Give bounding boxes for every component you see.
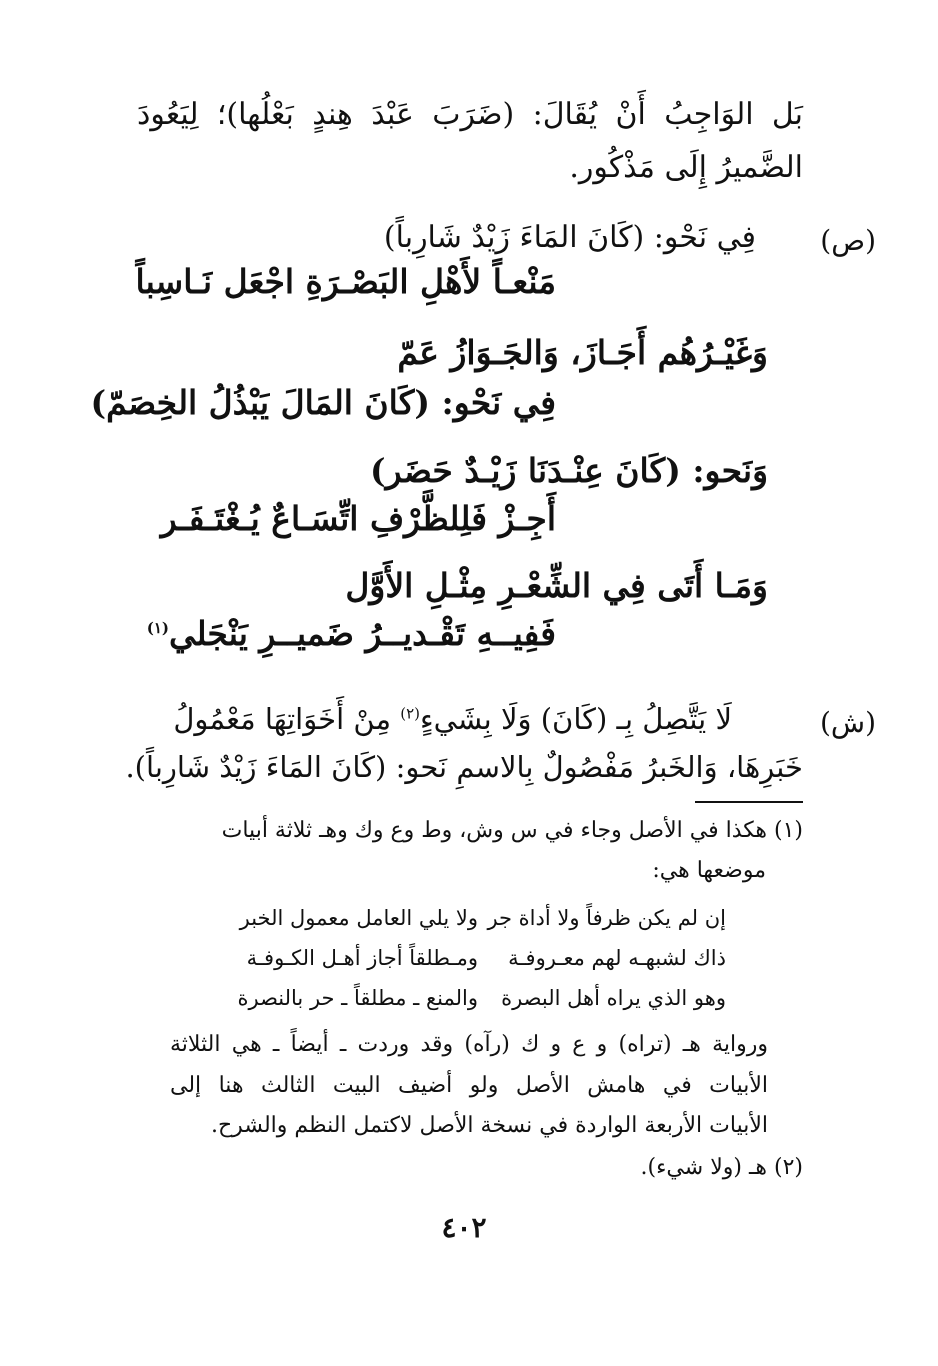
paragraph-line-1: بَل الوَاجِبُ أَنْ يُقَالَ: (ضَرَبَ عَبْدَ هِندٍ بَعْلُها)؛ لِيَعُودَ	[137, 97, 803, 132]
footnote-1-note-1: ورواية هـ (تراه) و ع و ك (رآه) وقد وردت ـ أيضاً ـ هي الثلاثة	[170, 1032, 768, 1057]
footnote-poem-left: ومـطلقاً أجاز أهـل الكـوفـة	[246, 946, 478, 970]
footnote-poem-left: ولا يلي العامل معمول الخبر	[239, 906, 478, 930]
verse-line: وَنَحو: (كَانَ عِنْـدَنَا زَيْـدٌ حَضَر)	[369, 451, 768, 490]
footnote-1-line-1: (١) هكذا في الأصل وجاء في س وش، وط وع وك وهـ ثلاثة أبيات	[221, 818, 803, 843]
verse-line: فِي نَحْو: (كَانَ المَالَ يَبْذُلُ الخِصَمّ)	[90, 383, 556, 422]
footnote-ref: (٢)	[400, 704, 420, 723]
sharh-line-2: خَبَرِهَا، وَالخَبرُ مَفْصُولٌ بِالاسمِ نَحو: (كَانَ المَاءَ زَيْدٌ شَارِباً).	[125, 750, 803, 784]
verse-line: أَجِـزْ فَلِلظَّرْفِ اتِّسَـاعٌ يُـغْتَـفَـر	[160, 499, 556, 538]
footnote-poem-right: وهو الذي يراه أهل البصرة	[501, 986, 726, 1010]
verse-line-last	[147, 614, 556, 653]
footnote-poem-left: والمنع ـ مطلقاً ـ حر بالنصرة	[237, 986, 478, 1010]
verse-line: مَنْعـاً لأَهْلِ البَصْـرَةِ اجْعَل نَـاسِباً	[135, 262, 556, 301]
sharh-text: لَا يَتَّصِلُ بِـ (كَانَ) وَلَا بِشَيءٍ	[420, 702, 732, 736]
matn-tag: (ص)	[820, 224, 876, 257]
paragraph-line-2: الضَّميرُ إِلَى مَذْكُور.	[569, 150, 803, 185]
footnote-1-note-3: الأبيات الأربعة الواردة في نسخة الأصل لاكتمل النظم والشرح.	[210, 1113, 768, 1138]
footnote-poem-right: ذاك لشبهـه لهم معـروفـة	[508, 946, 726, 970]
footnote-1-line-2: موضعها هي:	[652, 858, 766, 883]
verse-text: فَفِيــهِ تَقْـديــرُ ضَميــرِ يَنْجَلي	[169, 614, 556, 653]
footnote-ref: (١)	[146, 619, 169, 637]
verse-line: وَغَيْـرُهُم أَجَـازَ، وَالجَـوَازُ عَمّ	[397, 333, 768, 372]
page-number: ٤٠٢	[441, 1211, 487, 1244]
sharh-line-1	[173, 702, 732, 736]
footnote-2: (٢) هـ (ولا شيء).	[640, 1155, 803, 1180]
footnote-separator	[695, 801, 803, 803]
matn-intro: فِي نَحْو: (كَانَ المَاءَ زَيْدٌ شَارِباً)	[383, 220, 756, 255]
sharh-tag: (ش)	[819, 706, 876, 739]
sharh-text: مِنْ أَخَوَاتِهَا مَعْمُولُ	[173, 702, 401, 736]
verse-line: وَمَـا أَتَى فِي الشِّعْـرِ مِثْـلِ الأَوَّل	[345, 566, 768, 605]
footnote-1-note-2: الأبيات في هامش الأصل ولو أضيف البيت الثالث هنا إلى	[170, 1073, 768, 1098]
footnote-poem-right: إن لم يكن ظرفاً ولا أداة جر	[487, 906, 726, 930]
